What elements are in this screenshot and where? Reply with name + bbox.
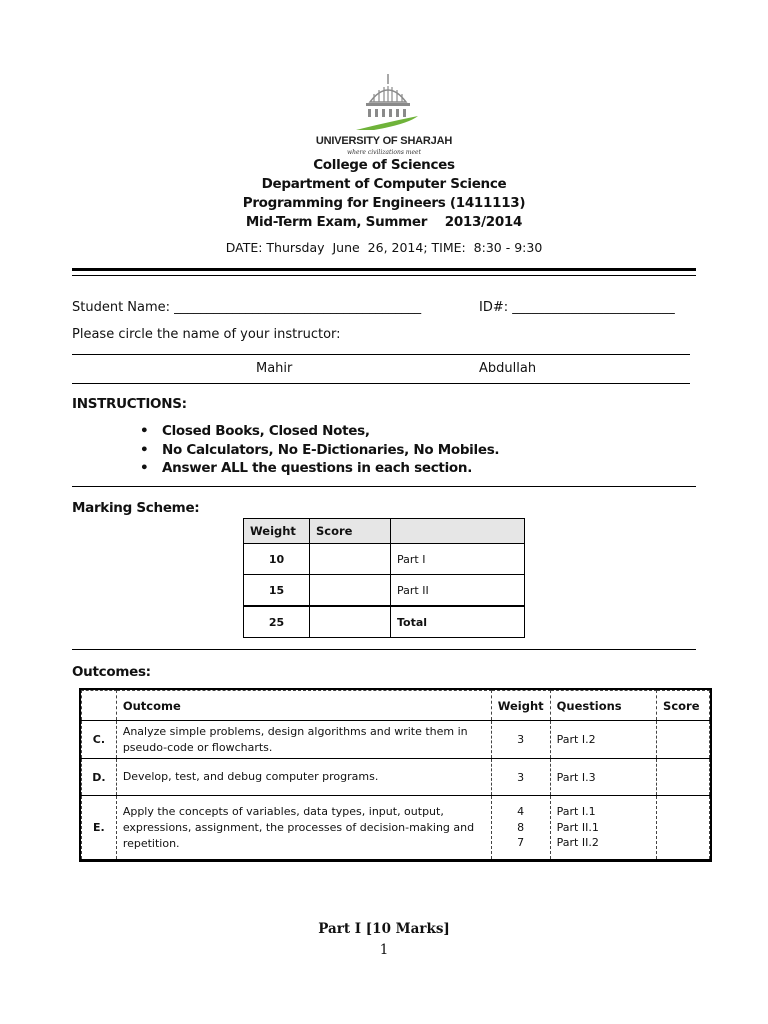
outcome-score[interactable] — [657, 759, 710, 796]
instructor-row-bottom-rule — [72, 383, 690, 384]
college-name: College of Sciences — [313, 157, 455, 173]
table-row — [244, 544, 525, 575]
table-row — [82, 759, 710, 796]
outcome-weights: 4 8 7 — [491, 796, 550, 860]
student-id-field[interactable]: ID#: _________________________ — [479, 300, 675, 315]
student-name-field[interactable]: Student Name: ______________________________________ — [72, 300, 422, 315]
department-name: Department of Computer Science — [261, 176, 507, 192]
outcomes-title: Outcomes: — [72, 664, 151, 680]
part-cell: Part II — [391, 575, 525, 607]
outcome-description: Apply the concepts of variables, data types, input, output, expressions, assignment, the processes of decision-making and repetition. — [116, 796, 491, 860]
instructions-list — [136, 422, 499, 478]
outcome-questions: Part I.2 — [550, 721, 656, 759]
section-divider — [72, 486, 696, 487]
instructor-row-top-rule — [72, 354, 690, 355]
outcome-letter: D. — [82, 759, 117, 796]
university-tagline: where civilizations meet — [346, 149, 422, 156]
page-number: 1 — [379, 942, 389, 958]
column-header-score: Score — [657, 691, 710, 721]
outcome-score[interactable] — [657, 721, 710, 759]
column-header-weight: Weight — [244, 519, 310, 544]
column-header-weight: Weight — [491, 691, 550, 721]
table-row — [82, 796, 710, 860]
table-row — [82, 721, 710, 759]
instructor-prompt: Please circle the name of your instructor: — [72, 327, 341, 342]
weight-cell: 10 — [244, 544, 310, 575]
outcome-letter: E. — [82, 796, 117, 860]
exam-title: Mid-Term Exam, Summer 2013/2014 — [245, 214, 523, 230]
outcomes-table — [81, 690, 710, 860]
column-header-score: Score — [310, 519, 391, 544]
course-title: Programming for Engineers (1411113) — [242, 195, 526, 211]
part-cell: Part I — [391, 544, 525, 575]
weight-cell: 25 — [244, 606, 310, 638]
outcome-questions: Part I.3 — [550, 759, 656, 796]
instruction-item: • Answer ALL the questions in each section. — [140, 460, 473, 476]
outcome-weight: 3 — [491, 721, 550, 759]
instructions-title: INSTRUCTIONS: — [72, 396, 187, 412]
outcome-letter: C. — [82, 721, 117, 759]
column-header-questions: Questions — [550, 691, 656, 721]
university-dome-logo — [348, 72, 428, 134]
section-divider — [72, 649, 696, 650]
header-divider-thick — [72, 268, 696, 271]
marking-scheme-table — [243, 518, 525, 638]
outcome-description: Develop, test, and debug computer programs. — [116, 759, 491, 796]
outcome-weight: 3 — [491, 759, 550, 796]
exam-date-time: DATE: Thursday June 26, 2014; TIME: 8:30 - 9:30 — [225, 240, 543, 255]
column-header-outcome: Outcome — [116, 691, 491, 721]
marking-scheme-title: Marking Scheme: — [72, 500, 200, 516]
header-divider-thin — [72, 275, 696, 276]
table-row — [244, 575, 525, 607]
outcome-description: Analyze simple problems, design algorithms and write them in pseudo-code or flowcharts. — [116, 721, 491, 759]
score-cell[interactable] — [310, 606, 391, 638]
table-header-row — [82, 691, 710, 721]
university-name: UNIVERSITY OF SHARJAH — [315, 135, 453, 147]
outcome-questions: Part I.1 Part II.1 Part II.2 — [550, 796, 656, 860]
outcome-score[interactable] — [657, 796, 710, 860]
instruction-item: • No Calculators, No E-Dictionaries, No Mobiles. — [140, 441, 500, 458]
table-row-total — [244, 606, 525, 638]
part-one-heading: Part I [10 Marks] — [318, 921, 450, 937]
weight-cell: 15 — [244, 575, 310, 607]
column-header-letter — [82, 691, 117, 721]
score-cell[interactable] — [310, 575, 391, 607]
column-header-part — [391, 519, 525, 544]
score-cell[interactable] — [310, 544, 391, 575]
instructor-option-abdullah[interactable]: Abdullah — [479, 361, 537, 376]
table-header-row — [244, 519, 525, 544]
part-cell: Total — [391, 606, 525, 638]
instruction-item: • Closed Books, Closed Notes, — [140, 423, 370, 439]
instructor-option-mahir[interactable]: Mahir — [256, 361, 293, 376]
